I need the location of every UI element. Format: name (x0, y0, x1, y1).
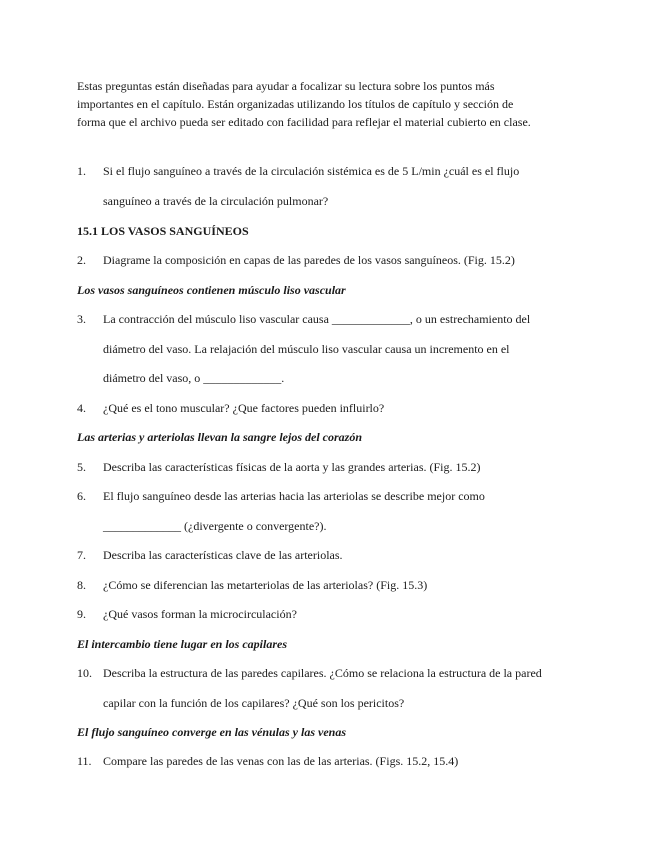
subheading-arteries: Las arterias y arteriolas llevan la sangre lejos del corazón (77, 430, 362, 444)
question-text: ¿Qué vasos forman la microcirculación? (103, 607, 297, 621)
question-text: Describa las características clave de las arteriolas. (103, 548, 343, 562)
question-text: Describa la estructura de las paredes capilares. ¿Cómo se relaciona la estructura de la pared (103, 666, 542, 680)
question-1-continuation: sanguíneo a través de la circulación pulmonar? (103, 194, 329, 208)
question-number: 11. (77, 754, 92, 768)
question-3-continuation: diámetro del vaso, o _____________. (103, 371, 285, 385)
intro-paragraph (77, 77, 577, 131)
intro-line: importantes en el capítulo. Están organizadas utilizando los títulos de capítulo y sección de (77, 97, 514, 111)
question-number: 1. (77, 164, 86, 178)
question-3-continuation: diámetro del vaso. La relajación del músculo liso vascular causa un incremento en el (103, 342, 510, 356)
question-number: 6. (77, 489, 86, 503)
question-number: 4. (77, 401, 86, 415)
question-number: 10. (77, 666, 92, 680)
intro-line: forma que el archivo pueda ser editado con facilidad para reflejar el material cubierto en clase. (77, 115, 531, 129)
intro-line: Estas preguntas están diseñadas para ayudar a focalizar su lectura sobre los puntos más (77, 79, 495, 93)
question-10-continuation: capilar con la función de los capilares? ¿Qué son los pericitos? (103, 696, 405, 710)
question-6-continuation: _____________ (¿divergente o convergente?). (103, 519, 327, 533)
question-number: 8. (77, 578, 86, 592)
subheading-capillaries: El intercambio tiene lugar en los capilares (77, 637, 288, 651)
question-text: ¿Qué es el tono muscular? ¿Que factores pueden influirlo? (103, 401, 385, 415)
subheading-smooth-muscle: Los vasos sanguíneos contienen músculo liso vascular (77, 283, 346, 297)
question-number: 9. (77, 607, 86, 621)
question-number: 7. (77, 548, 86, 562)
question-text: Compare las paredes de las venas con las de las arterias. (Figs. 15.2, 15.4) (103, 754, 459, 768)
question-text: La contracción del músculo liso vascular causa _____________, o un estrechamiento del (103, 312, 531, 326)
question-number: 5. (77, 460, 86, 474)
subheading-veins: El flujo sanguíneo converge en las vénulas y las venas (77, 725, 347, 739)
question-number: 3. (77, 312, 86, 326)
question-number: 2. (77, 253, 86, 267)
section-title: 15.1 LOS VASOS SANGUÍNEOS (77, 224, 249, 238)
question-text: El flujo sanguíneo desde las arterias hacia las arteriolas se describe mejor como (103, 489, 485, 503)
question-text: Describa las características físicas de la aorta y las grandes arterias. (Fig. 15.2) (103, 460, 481, 474)
question-text: Si el flujo sanguíneo a través de la circulación sistémica es de 5 L/min ¿cuál es el flujo (103, 164, 520, 178)
question-text: ¿Cómo se diferencian las metarteriolas de las arteriolas? (Fig. 15.3) (103, 578, 428, 592)
question-text: Diagrame la composición en capas de las paredes de los vasos sanguíneos. (Fig. 15.2) (103, 253, 515, 267)
